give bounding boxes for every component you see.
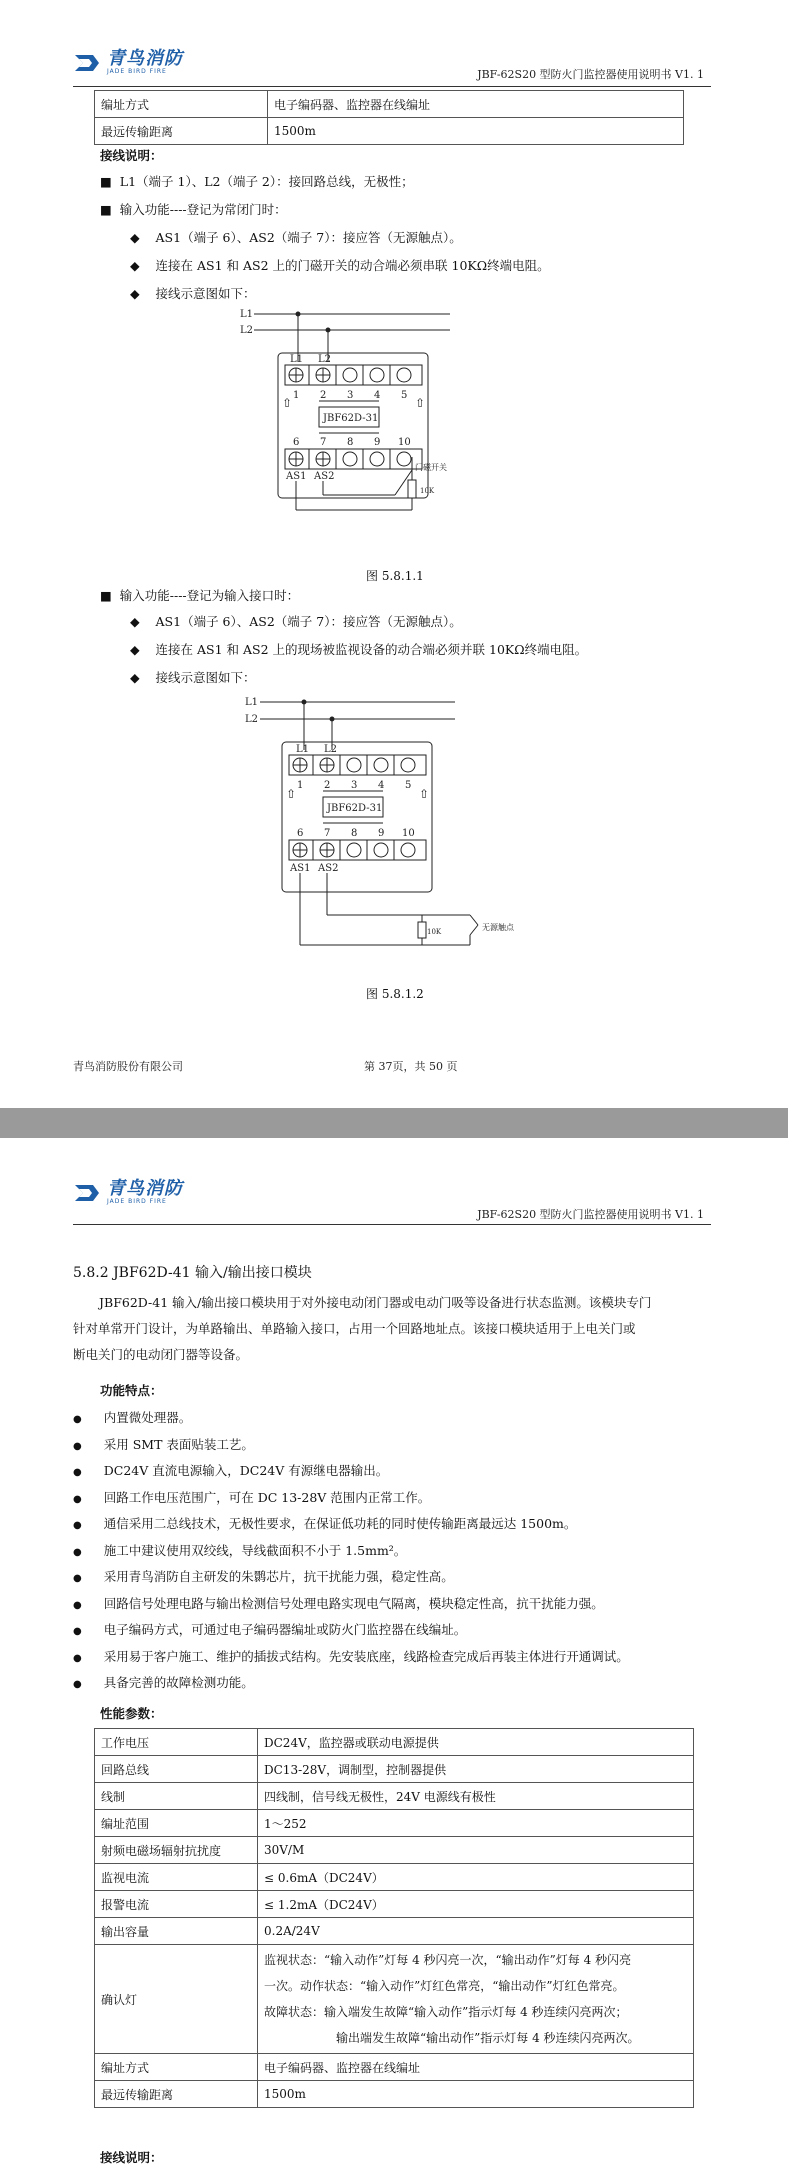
feature-text: 具备完善的故障检测功能。 (103, 1675, 254, 1690)
brand-logo (73, 1180, 183, 1206)
terminal-num: 6 (297, 828, 304, 839)
confirm-line: 输出端发生故障“输出动作”指示灯每 4 秒连续闪亮两次。 (336, 2031, 640, 2045)
terminal-empty (374, 758, 388, 772)
terminal-num: 5 (401, 390, 408, 401)
table-row (95, 1810, 694, 1837)
door-switch-label: 门磁开关 (415, 463, 447, 472)
feature-text: 内置微处理器。 (103, 1410, 192, 1425)
list-item: ◆ AS1（端子 6）、AS2（端子 7）：接应答（无源触点）。 (130, 614, 462, 629)
spec-table-tail (94, 90, 684, 145)
document-title: JBF-62S20 型防火门监控器使用说明书 V1. 1 (477, 1208, 704, 1221)
table-cell-label: 输出容量 (95, 1918, 258, 1945)
table-cell-label: 工作电压 (95, 1729, 258, 1756)
terminal-num: 4 (374, 390, 381, 401)
square-bullet-icon: ■ (100, 174, 112, 189)
table-cell-value: DC13-28V，调制型，控制器提供 (258, 1756, 694, 1783)
terminal-label-l2: L2 (324, 744, 338, 755)
terminal-num: 9 (374, 437, 381, 448)
resistor-10k (418, 922, 426, 938)
list-item: ◆ 连接在 AS1 和 AS2 上的现场被监视设备的动合端必须并联 10KΩ终端电阻。 (130, 642, 588, 657)
resistor-10k (408, 480, 416, 498)
table-cell-label: 确认灯 (95, 1945, 258, 2054)
terminal-num: 8 (351, 828, 358, 839)
table-cell-value: 30V/M (258, 1837, 694, 1864)
table-row (95, 1729, 694, 1756)
terminal-num: 3 (347, 390, 354, 401)
square-bullet-icon: ■ (100, 202, 112, 217)
table-row (95, 1837, 694, 1864)
list-item: ■ 输入功能----登记为常闭门时： (100, 202, 287, 217)
terminal-label-as2: AS2 (314, 471, 335, 482)
bus-l1-label: L1 (240, 309, 254, 320)
brand-name-en: JADE BIRD FIRE (107, 1198, 167, 1205)
feature-text: 电子编码方式，可通过电子编码器编址或防火门监控器在线编址。 (103, 1622, 467, 1637)
diamond-bullet-icon: ◆ (130, 614, 140, 629)
arrow-up-icon: ⇧ (282, 396, 293, 410)
diamond-bullet-icon: ◆ (130, 286, 140, 301)
terminal-label-as2: AS2 (318, 863, 339, 874)
terminal-label-as1: AS1 (290, 863, 311, 874)
diamond-bullet-icon: ◆ (130, 230, 140, 245)
terminal-num: 1 (297, 780, 304, 791)
feature-text: 采用易于客户施工、维护的插拔式结构。先安装底座，线路检查完成后再装主体进行开通调试。 (103, 1648, 629, 1664)
table-row (95, 118, 684, 145)
jade-bird-logo-icon (73, 1181, 103, 1205)
feature-text: 回路信号处理电路与输出检测信号处理电路实现电气隔离，模块稳定性高，抗干扰能力强。 (103, 1595, 604, 1611)
terminal-num: 2 (320, 390, 327, 401)
confirm-line: 一次。动作状态：“输入动作”灯红色常亮，“输出动作”灯红色常亮。 (264, 1979, 625, 1993)
feature-item (73, 1594, 604, 1612)
terminal-num: 7 (324, 828, 331, 839)
bus-l2-label: L2 (240, 325, 254, 336)
terminal-screw (320, 758, 334, 772)
terminal-screw (293, 758, 307, 772)
round-bullet-icon: ● (73, 1546, 82, 1558)
table-cell-label: 监视电流 (95, 1864, 258, 1891)
header-rule (73, 1224, 711, 1225)
table-cell-value: 1～252 (258, 1810, 694, 1837)
round-bullet-icon: ● (73, 1440, 82, 1452)
list-item: ■ 输入功能----登记为输入接口时： (100, 588, 300, 603)
feature-text: 采用青鸟消防自主研发的朱鹮芯片，抗干扰能力强，稳定性高。 (103, 1569, 454, 1584)
terminal-num: 10 (402, 828, 415, 839)
table-row (95, 1945, 694, 2054)
terminal-empty (397, 452, 411, 466)
list-item: ◆ 接线示意图如下： (130, 670, 256, 685)
square-bullet-icon: ■ (100, 588, 112, 603)
round-bullet-icon: ● (73, 1679, 82, 1690)
wiring-diagram-2 (230, 690, 560, 980)
table-row (95, 1783, 694, 1810)
list-item: ◆ 连接在 AS1 和 AS2 上的门磁开关的动合端必须串联 10KΩ终端电阻。 (130, 258, 550, 273)
round-bullet-icon: ● (73, 1599, 82, 1611)
round-bullet-icon: ● (73, 1467, 82, 1478)
table-cell-value: ≤ 1.2mA（DC24V） (258, 1891, 694, 1918)
dry-contact (470, 925, 478, 935)
table-row (95, 1891, 694, 1918)
arrow-up-icon: ⇧ (286, 787, 297, 801)
diamond-bullet-icon: ◆ (130, 670, 140, 685)
arrow-up-icon: ⇧ (419, 787, 430, 801)
table-cell-label: 编址方式 (95, 91, 268, 118)
brand-name-en: JADE BIRD FIRE (107, 68, 167, 75)
terminal-num: 5 (405, 780, 412, 791)
features-heading: 功能特点： (100, 1383, 163, 1398)
terminal-screw (289, 368, 303, 382)
footer-company: 青鸟消防股份有限公司 (73, 1060, 183, 1073)
feature-text: DC24V 直流电源输入，DC24V 有源继电器输出。 (103, 1463, 389, 1478)
table-cell-value: 0.2A/24V (258, 1918, 694, 1945)
round-bullet-icon: ● (73, 1520, 82, 1531)
terminal-empty (370, 368, 384, 382)
terminal-num: 2 (324, 780, 331, 791)
table-row (95, 2081, 694, 2108)
header-rule (73, 86, 711, 87)
wiring-heading: 接线说明： (100, 148, 163, 163)
dry-contact-label: 无源触点 (482, 923, 514, 932)
confirm-line: 故障状态：输入端发生故障“输入动作”指示灯每 4 秒连续闪亮两次； (264, 2005, 628, 2019)
table-cell-value: DC24V，监控器或联动电源提供 (258, 1729, 694, 1756)
table-cell-value (258, 1945, 694, 2054)
section-title: 5.8.2 JBF62D-41 输入/输出接口模块 (73, 1265, 312, 1281)
page-38 (0, 1138, 788, 2173)
table-cell-value: 四线制，信号线无极性，24V 电源线有极性 (258, 1783, 694, 1810)
table-row (95, 2054, 694, 2081)
feature-text: 采用 SMT 表面贴装工艺。 (103, 1436, 254, 1452)
terminal-screw (316, 452, 330, 466)
feature-item (73, 1435, 254, 1453)
feature-item (73, 1647, 629, 1665)
feature-item (73, 1673, 254, 1691)
table-cell-label: 最远传输距离 (95, 118, 268, 145)
diamond-bullet-icon: ◆ (130, 258, 140, 273)
brand-name-cn: 青鸟消防 (107, 48, 183, 69)
round-bullet-icon: ● (73, 1573, 82, 1584)
table-row (95, 1864, 694, 1891)
table-cell-label: 最远传输距离 (95, 2081, 258, 2108)
feature-item (73, 1488, 430, 1506)
intro-paragraph (73, 1290, 713, 1368)
table-cell-value: 电子编码器、监控器在线编址 (268, 91, 684, 118)
table-cell-value: 1500m (268, 118, 684, 145)
table-cell-label: 回路总线 (95, 1756, 258, 1783)
intro-line: JBF62D-41 输入/输出接口模块用于对外接电动闭门器或电动门吸等设备进行状态监测。该模块专门 (99, 1295, 652, 1310)
terminal-empty (370, 452, 384, 466)
terminal-num: 7 (320, 437, 327, 448)
jade-bird-logo-icon (73, 51, 103, 75)
terminal-num: 3 (351, 780, 358, 791)
document-title: JBF-62S20 型防火门监控器使用说明书 V1. 1 (477, 68, 704, 81)
feature-text: 回路工作电压范围广，可在 DC 13-28V 范围内正常工作。 (103, 1489, 431, 1505)
brand-name-cn: 青鸟消防 (107, 1178, 183, 1199)
feature-item (73, 1408, 191, 1426)
table-cell-label: 线制 (95, 1783, 258, 1810)
round-bullet-icon: ● (73, 1414, 82, 1425)
terminal-empty (374, 843, 388, 857)
terminal-screw (316, 368, 330, 382)
arrow-up-icon: ⇧ (415, 396, 426, 410)
terminal-empty (401, 843, 415, 857)
resistor-label: 10K (427, 928, 442, 936)
terminal-screw (289, 452, 303, 466)
terminal-empty (343, 368, 357, 382)
table-row (95, 1756, 694, 1783)
terminal-empty (343, 452, 357, 466)
terminal-num: 4 (378, 780, 385, 791)
terminal-label-as1: AS1 (286, 471, 307, 482)
round-bullet-icon: ● (73, 1626, 82, 1637)
table-cell-label: 编址范围 (95, 1810, 258, 1837)
terminal-empty (347, 843, 361, 857)
list-item: ◆ 接线示意图如下： (130, 286, 256, 301)
round-bullet-icon: ● (73, 1493, 82, 1505)
feature-item (73, 1541, 406, 1559)
terminal-num: 9 (378, 828, 385, 839)
intro-line: 断电关门的电动闭门器等设备。 (73, 1347, 249, 1362)
wiring-heading: 接线说明： (100, 2150, 163, 2165)
terminal-screw (320, 843, 334, 857)
figure-caption-1: 图 5.8.1.1 (366, 569, 424, 583)
list-item: ◆ AS1（端子 6）、AS2（端子 7）：接应答（无源触点）。 (130, 230, 462, 245)
table-row (95, 91, 684, 118)
terminal-screw (293, 843, 307, 857)
round-bullet-icon: ● (73, 1652, 82, 1664)
params-heading: 性能参数： (100, 1706, 163, 1721)
terminal-empty (401, 758, 415, 772)
terminal-num: 1 (293, 390, 300, 401)
terminal-empty (347, 758, 361, 772)
terminal-num: 10 (398, 437, 411, 448)
terminal-label-l1: L1 (290, 354, 304, 365)
table-cell-value: 1500m (258, 2081, 694, 2108)
door-switch-contact (395, 470, 412, 495)
bus-l1-label: L1 (245, 697, 259, 708)
brand-logo (73, 50, 183, 76)
diamond-bullet-icon: ◆ (130, 642, 140, 657)
params-table (94, 1728, 694, 2108)
page-separator (0, 1108, 788, 1138)
figure-caption-2: 图 5.8.1.2 (366, 987, 424, 1001)
footer-page-number: 第 37页，共 50 页 (364, 1060, 458, 1073)
module-name: JBF62D-31 (327, 803, 383, 814)
confirm-line: 监视状态：“输入动作”灯每 4 秒闪亮一次，“输出动作”灯每 4 秒闪亮 (264, 1953, 632, 1967)
intro-line: 针对单常开门设计，为单路输出、单路输入接口，占用一个回路地址点。该接口模块适用于上电关门或 (73, 1321, 636, 1336)
feature-item (73, 1620, 466, 1638)
list-item: ■ L1（端子 1）、L2（端子 2）：接回路总线，无极性； (100, 174, 414, 189)
terminal-label-l1: L1 (296, 744, 310, 755)
table-cell-label: 编址方式 (95, 2054, 258, 2081)
table-cell-label: 报警电流 (95, 1891, 258, 1918)
resistor-label: 10K (420, 487, 435, 495)
wiring-diagram-1 (230, 305, 560, 555)
feature-text: 施工中建议使用双绞线，导线截面积不小于 1.5mm²。 (103, 1542, 407, 1558)
table-row (95, 1918, 694, 1945)
feature-item (73, 1567, 454, 1585)
feature-item (73, 1461, 388, 1479)
module-name: JBF62D-31 (323, 413, 379, 424)
terminal-num: 8 (347, 437, 354, 448)
table-cell-value: 电子编码器、监控器在线编址 (258, 2054, 694, 2081)
terminal-num: 6 (293, 437, 300, 448)
bus-l2-label: L2 (245, 714, 259, 725)
terminal-label-l2: L2 (318, 354, 332, 365)
terminal-empty (397, 368, 411, 382)
feature-item (73, 1514, 576, 1532)
table-cell-value: ≤ 0.6mA（DC24V） (258, 1864, 694, 1891)
feature-text: 通信采用二总线技术，无极性要求，在保证低功耗的同时使传输距离最远达 1500m。 (103, 1516, 577, 1531)
table-cell-label: 射频电磁场辐射抗扰度 (95, 1837, 258, 1864)
